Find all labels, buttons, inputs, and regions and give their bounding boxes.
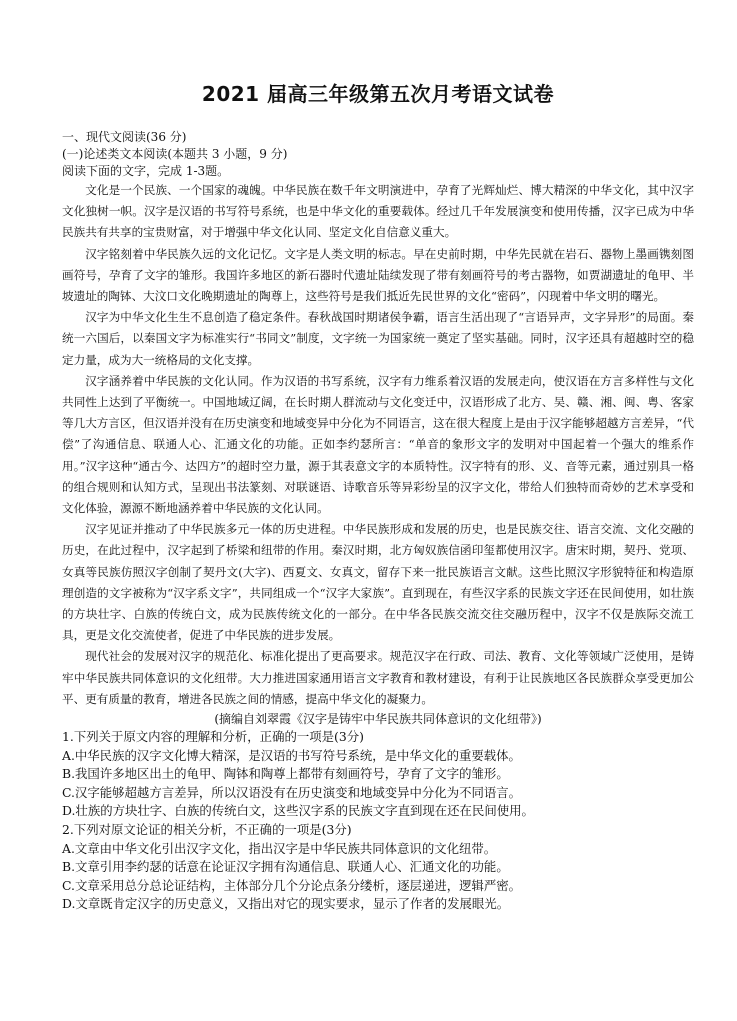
question-1-stem: 1.下列关于原文内容的理解和分析，正确的一项是(3分): [62, 729, 364, 745]
passage-source: (摘编自刘翠霞《汉字是铸牢中华民族共同体意识的文化纽带》): [214, 712, 542, 727]
question-2-option-a: A.文章由中华文化引出汉字文化，指出汉字是中华民族共同体意识的文化纽带。: [62, 840, 497, 856]
exam-title: 2021 届高三年级第五次月考语文试卷: [201, 82, 555, 106]
passage-paragraph-1: 文化是一个民族、一个国家的魂魄。中华民族在数千年文明演进中，孕育了光辉灿烂、博大精深的中华文化，其中汉字文化独树一帜。汉字是汉语的书写符号系统，也是中华文化的重要载体。经过几千年发展演变和使用传播，汉字已成为中华民族共有共享的宝贵财富，对于增强中华文化认同、坚定文化自信意义重大。: [62, 183, 694, 240]
passage-paragraph-6: 现代社会的发展对汉字的规范化、标准化提出了更高要求。规范汉字在行政、司法、教育、文化等领域广泛使用，是铸牢中华民族共同体意识的文化纽带。大力推进国家通用语言文字教育和教材建设，有利于让民族地区各民族群众享受更加公平、更有质量的教育，增进各民族之间的情感，提高中华文化的凝聚力。: [62, 649, 694, 706]
reading-passage: [62, 180, 694, 710]
reading-instruction: 阅读下面的文字，完成 1-3题。: [62, 164, 230, 178]
question-2-option-b: B.文章引用李约瑟的话意在论证汉字拥有沟通信息、联通人心、汇通文化的功能。: [62, 859, 509, 875]
subsection-heading: (一)论述类文本阅读(本题共 3 小题，9 分): [62, 147, 288, 161]
question-1-option-b: B.我国许多地区出土的龟甲、陶钵和陶尊上都带有刻画符号，孕育了文字的雏形。: [62, 766, 509, 782]
question-2-option-c: C.文章采用总分总论证结构，主体部分几个分论点条分缕析，逐层递进，逻辑严密。: [62, 877, 522, 893]
passage-paragraph-5: 汉字见证并推动了中华民族多元一体的历史进程。中华民族形成和发展的历史，也是民族交往、语言交流、文化交融的历史，在此过程中，汉字起到了桥梁和纽带的作用。秦汉时期，北方匈奴族信函印玺都使用汉字。唐宋时期，契丹、党项、女真等民族仿照汉字创制了契丹文(大字)、西夏文、女真文，留存下来一批民族语言文献。这些比照汉字形貌特征和构造原理创造的文字被称为“汉字系文字”，共同组成一个“汉字大家族”。直到现在，有些汉字系的民族文字还在民间使用，如壮族的方块壮字、白族的传统白文，成为民族传统文化的一部分。在中华各民族交流交往交融历程中，汉字不仅是族际交流工具，更是文化交流使者，促进了中华民族的进步发展。: [62, 522, 694, 643]
section-heading: 一、现代文阅读(36 分): [62, 130, 187, 144]
question-2-option-d: D.文章既肯定汉字的历史意义，又指出对它的现实要求，显示了作者的发展眼光。: [62, 896, 510, 912]
question-1-option-c: C.汉字能够超越方言差异，所以汉语没有在历史演变和地域变异中分化为不同语言。: [62, 784, 522, 800]
exam-page: [62, 78, 694, 914]
passage-paragraph-3: 汉字为中华文化生生不息创造了稳定条件。春秋战国时期诸侯争霸，语言生活出现了“言语异声，文字异形”的局面。秦统一六国后，以秦国文字为标准实行“书同文”制度，文字统一为国家统一奠定了坚实基础。同时，汉字还具有超越时空的稳定力量，成为大一统格局的文化支撑。: [62, 310, 694, 367]
passage-paragraph-4: 汉字涵养着中华民族的文化认同。作为汉语的书写系统，汉字有力维系着汉语的发展走向，使汉语在方言多样性与文化共同性上达到了平衡统一。中国地域辽阔，在长时期人群流动与文化变迁中，汉语形成了北方、吴、赣、湘、闽、粤、客家等几大方言区，但汉语并没有在历史演变和地域变异中分化为不同语言，这在很大程度上是由于汉字能够超越方言差异，“代偿”了沟通信息、联通人心、汇通文化的功能。正如李约瑟所言：“单音的象形文字的发明对中国起着一个强大的维系作用。”汉字这种“通古今、达四方”的超时空力量，源于其表意文字的本质特性。汉字特有的形、义、音等元素，通过别具一格的组合规则和认知方式，呈现出书法篆刻、对联谜语、诗歌音乐等异彩纷呈的汉字文化，带给人们独特而奇妙的艺术享受和文化体验，源源不断地涵养着中华民族的文化认同。: [62, 373, 694, 516]
passage-paragraph-2: 汉字铭刻着中华民族久远的文化记忆。文字是人类文明的标志。早在史前时期，中华先民就在岩石、器物上墨画镌刻图画符号，孕育了文字的雏形。我国许多地区的新石器时代遗址陆续发现了带有刻画符号的考古器物，如贾湖遗址的龟甲、半坡遗址的陶钵、大汶口文化晚期遗址的陶尊上，这些符号是我们抵近先民世界的文化“密码”，闪现着中华文明的曙光。: [62, 246, 694, 304]
question-2-stem: 2.下列对原文论证的相关分析，不正确的一项是(3分): [62, 822, 352, 838]
question-1-option-d: D.壮族的方块壮字、白族的传统白文，这些汉字系的民族文字直到现在还在民间使用。: [62, 803, 534, 819]
question-list: [62, 728, 694, 914]
question-1-option-a: A.中华民族的汉字文化博大精深，是汉语的书写符号系统，是中华文化的重要载体。: [62, 747, 521, 763]
